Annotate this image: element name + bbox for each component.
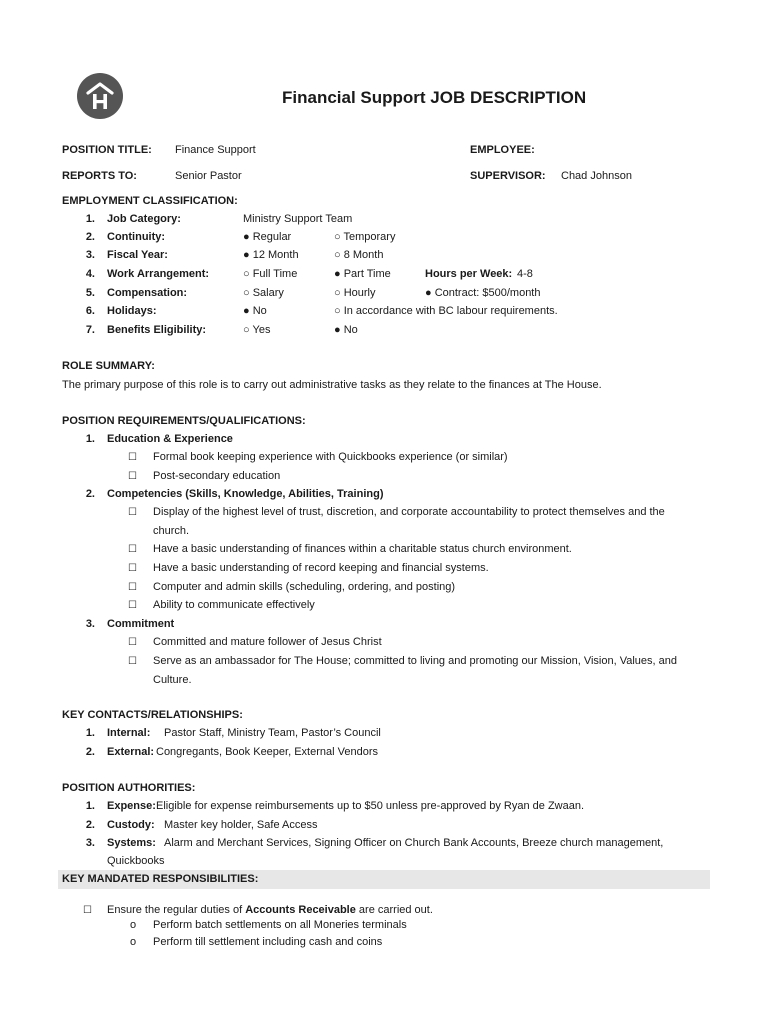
house-logo-icon <box>77 73 123 119</box>
requirement-item-continued: church. <box>153 525 190 537</box>
class-row-label: Fiscal Year: <box>107 249 168 261</box>
contact-value: Congregants, Book Keeper, External Vendors <box>156 746 378 758</box>
class-row-label: Job Category: <box>107 213 181 225</box>
requirement-item: Computer and admin skills (scheduling, ordering, and posting) <box>153 581 456 593</box>
sub-bullet-icon: o <box>130 919 137 931</box>
authorities-heading: POSITION AUTHORITIES: <box>62 782 196 794</box>
authority-number: 3. <box>85 837 95 849</box>
authority-value-continued: Quickbooks <box>107 855 165 867</box>
authority-value: Master key holder, Safe Access <box>164 819 318 831</box>
class-row-number: 2. <box>85 231 95 243</box>
authority-value: Eligible for expense reimbursements up to $50 unless pre-approved by Ryan de Zwaan. <box>156 800 585 812</box>
requirement-item-continued: Culture. <box>153 674 192 686</box>
class-row-label: Compensation: <box>107 287 188 299</box>
contact-number: 1. <box>85 727 95 739</box>
supervisor-value: Chad Johnson <box>561 170 632 182</box>
benefits-no-radio: ● No <box>334 324 358 336</box>
group-number: 2. <box>85 488 95 500</box>
classification-heading: EMPLOYMENT CLASSIFICATION: <box>62 195 238 207</box>
group-number: 3. <box>85 618 95 630</box>
responsibility-text-bold: Accounts Receivable <box>245 904 356 916</box>
salary-radio: ○ Salary <box>243 287 284 299</box>
authority-value: Alarm and Merchant Services, Signing Officer on Church Bank Accounts, Breeze church management, <box>164 837 664 849</box>
role-summary-heading: ROLE SUMMARY: <box>62 360 155 372</box>
responsibility-item <box>107 904 433 916</box>
reports-to-value: Senior Pastor <box>175 170 242 182</box>
hourly-radio: ○ Hourly <box>334 287 376 299</box>
authority-label: Systems: <box>107 837 156 849</box>
requirement-item: Serve as an ambassador for The House; committed to living and promoting our Mission, Vision, Values, and <box>153 655 677 667</box>
authority-label: Custody: <box>107 819 155 831</box>
class-row-label: Continuity: <box>107 231 166 243</box>
hours-per-week-label: Hours per Week: <box>425 268 513 280</box>
employee-label: EMPLOYEE: <box>470 144 535 156</box>
responsibility-text-post: are carried out. <box>355 904 433 916</box>
holidays-no-radio: ● No <box>243 305 267 317</box>
position-title-label: POSITION TITLE: <box>62 144 152 156</box>
authority-label: Expense: <box>107 800 156 812</box>
group-title: Competencies (Skills, Knowledge, Abilities, Training) <box>107 488 384 500</box>
requirement-item: Post-secondary education <box>153 470 281 482</box>
contacts-heading: KEY CONTACTS/RELATIONSHIPS: <box>62 709 243 721</box>
class-row-number: 5. <box>85 287 95 299</box>
requirement-item: Committed and mature follower of Jesus Christ <box>153 636 382 648</box>
reports-to-label: REPORTS TO: <box>62 170 137 182</box>
requirement-item: Have a basic understanding of finances within a charitable status church environment. <box>153 543 572 555</box>
class-row-number: 1. <box>85 213 95 225</box>
supervisor-label: SUPERVISOR: <box>470 170 546 182</box>
group-number: 1. <box>85 433 95 445</box>
fiscal-12-month-radio: ● 12 Month <box>243 249 299 261</box>
checkbox-icon: ☐ <box>128 637 137 648</box>
requirement-item: Display of the highest level of trust, discretion, and corporate accountability to protect themselves and the <box>153 506 665 518</box>
checkbox-icon: ☐ <box>128 452 137 463</box>
authority-number: 1. <box>85 800 95 812</box>
responsibility-subitem: Perform till settlement including cash and coins <box>153 936 383 948</box>
responsibility-text-pre: Ensure the regular duties of <box>107 904 246 916</box>
continuity-temporary-radio: ○ Temporary <box>334 231 396 243</box>
group-title: Commitment <box>107 618 175 630</box>
class-row-label: Holidays: <box>107 305 157 317</box>
contact-label: Internal: <box>107 727 151 739</box>
role-summary-text: The primary purpose of this role is to carry out administrative tasks as they relate to the finances at The House. <box>62 379 602 391</box>
class-row-number: 6. <box>85 305 95 317</box>
hours-per-week-value: 4-8 <box>517 268 533 280</box>
checkbox-icon: ☐ <box>128 507 137 518</box>
responsibilities-heading: KEY MANDATED RESPONSIBILITIES: <box>62 873 259 885</box>
group-title: Education & Experience <box>107 433 233 445</box>
benefits-yes-radio: ○ Yes <box>243 324 271 336</box>
checkbox-icon: ☐ <box>128 600 137 611</box>
requirement-item: Ability to communicate effectively <box>153 599 315 611</box>
checkbox-icon: ☐ <box>128 563 137 574</box>
class-row-number: 3. <box>85 249 95 261</box>
job-category-value: Ministry Support Team <box>243 213 353 225</box>
document-title: Financial Support JOB DESCRIPTION <box>282 88 587 107</box>
contact-value: Pastor Staff, Ministry Team, Pastor’s Council <box>164 727 381 739</box>
class-row-label: Benefits Eligibility: <box>107 324 207 336</box>
responsibility-subitem: Perform batch settlements on all Moneries terminals <box>153 919 407 931</box>
contact-label: External: <box>107 746 155 758</box>
contract-radio: ● Contract: $500/month <box>425 287 541 299</box>
checkbox-icon: ☐ <box>128 582 137 593</box>
checkbox-icon: ☐ <box>83 905 92 916</box>
class-row-label: Work Arrangement: <box>107 268 210 280</box>
authority-number: 2. <box>85 819 95 831</box>
class-row-number: 4. <box>85 268 95 280</box>
part-time-radio: ● Part Time <box>334 268 391 280</box>
requirement-item: Formal book keeping experience with Quickbooks experience (or similar) <box>153 451 508 463</box>
class-row-number: 7. <box>85 324 95 336</box>
checkbox-icon: ☐ <box>128 544 137 555</box>
continuity-regular-radio: ● Regular <box>243 231 292 243</box>
sub-bullet-icon: o <box>130 936 137 948</box>
checkbox-icon: ☐ <box>128 471 137 482</box>
requirements-heading: POSITION REQUIREMENTS/QUALIFICATIONS: <box>62 415 306 427</box>
full-time-radio: ○ Full Time <box>243 268 298 280</box>
checkbox-icon: ☐ <box>128 656 137 667</box>
fiscal-8-month-radio: ○ 8 Month <box>334 249 384 261</box>
contact-number: 2. <box>85 746 95 758</box>
position-title-value: Finance Support <box>175 144 256 156</box>
requirement-item: Have a basic understanding of record keeping and financial systems. <box>153 562 489 574</box>
holidays-bc-radio: ○ In accordance with BC labour requirements. <box>334 305 558 317</box>
